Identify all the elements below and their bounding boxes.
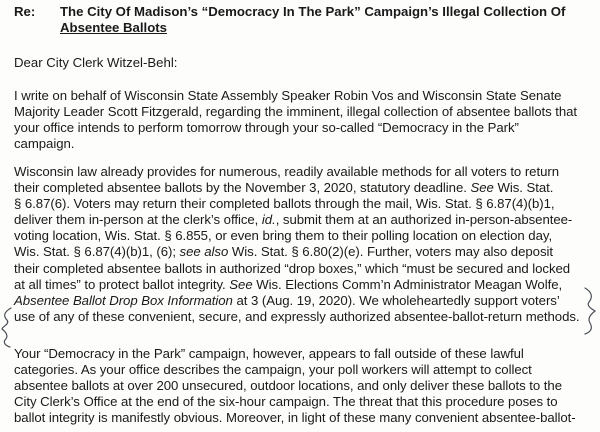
- text-run: Wis. Stat. § 6.80(2)(e). Further, voters may also deposit: [228, 244, 553, 260]
- paragraph-intro: [14, 88, 586, 152]
- paragraph-line: voting location, Wis. Stat. § 6.855, or even bring them to their polling location on election day,: [14, 228, 553, 244]
- paragraph-line: [14, 212, 586, 228]
- paragraph-line: I write on behalf of Wisconsin State Assembly Speaker Robin Vos and Wisconsin State Senate: [14, 88, 562, 103]
- paragraph-line: campaign.: [14, 136, 75, 152]
- paragraph-democracy-in-the-park: [14, 346, 586, 426]
- paragraph-line: [14, 277, 586, 293]
- text-run: their completed absentee ballots by the November 3, 2020, statutory deadline.: [14, 180, 467, 196]
- paragraph-wisconsin-law: [14, 164, 586, 325]
- text-run: , submit them at an authorized in-person-absentee-: [275, 212, 573, 228]
- citation-signal: see also: [179, 244, 229, 260]
- text-run: Wis. Stat. § 6.87(4)(b)1, (6);: [14, 244, 180, 260]
- citation-signal: See: [470, 180, 494, 196]
- paragraph-line: absentee ballots at over 200 unsecured, outdoor locations, and only deliver these ballots to the: [14, 378, 562, 394]
- citation-signal: See: [229, 276, 253, 292]
- paragraph-line: [14, 180, 586, 196]
- paragraph-line: your office intends to perform tomorrow through your so-called “Democracy in the Park”: [14, 120, 519, 136]
- re-label: Re:: [14, 4, 36, 19]
- paragraph-line: [14, 293, 586, 309]
- paragraph-line: [14, 244, 586, 260]
- paragraph-line: City Clerk’s Office at the end of the six-hour campaign. The threat that this procedure poses to: [14, 394, 558, 410]
- text-run: at all times” to protect ballot integrity.: [14, 276, 230, 292]
- subject-line-2: Absentee Ballots: [60, 20, 167, 35]
- paragraph-line: ballot integrity is manifestly obvious. Moreover, in light of these many convenient absentee-ballot-: [14, 410, 576, 426]
- text-run: deliver them in-person at the clerk’s office,: [14, 212, 262, 228]
- text-run: Wis. Stat.: [493, 180, 554, 196]
- subject-line-1: The City Of Madison’s “Democracy In The Park” Campaign’s Illegal Collection Of: [60, 4, 566, 19]
- text-run: at 3 (Aug. 19, 2020).: [232, 292, 356, 308]
- paragraph-line: Your “Democracy in the Park” campaign, however, appears to fall outside of these lawful: [14, 346, 524, 361]
- text-run: We wholeheartedly support voters’: [355, 292, 560, 308]
- subject-heading: [60, 4, 590, 36]
- source-title: Absentee Ballot Drop Box Information: [14, 292, 233, 308]
- paragraph-line: use of any of these convenient, secure, and expressly authorized absentee-ballot-return methods.: [14, 308, 580, 324]
- handwritten-bracket-right-icon: [582, 286, 598, 336]
- salutation: Dear City Clerk Witzel-Behl:: [14, 55, 178, 70]
- text-run: Wis. Elections Comm’n Administrator Meagan Wolfe,: [252, 276, 563, 292]
- handwritten-bracket-left-icon: [0, 306, 14, 348]
- citation-signal: id.: [261, 212, 276, 228]
- paragraph-line: their completed absentee ballots in authorized “drop boxes,” which “must be secured and locked: [14, 260, 571, 276]
- paragraph-line: Wisconsin law already provides for numerous, readily available methods for all voters to return: [14, 164, 559, 179]
- paragraph-line: § 6.87(6). Voters may return their completed ballots through the mail, Wis. Stat. § 6.87(4)(b)1,: [14, 196, 555, 212]
- paragraph-line: categories. As your office describes the campaign, your poll workers will attempt to collect: [14, 362, 532, 378]
- paragraph-line: Majority Leader Scott Fitzgerald, regarding the imminent, illegal collection of absentee ballots that: [14, 104, 578, 120]
